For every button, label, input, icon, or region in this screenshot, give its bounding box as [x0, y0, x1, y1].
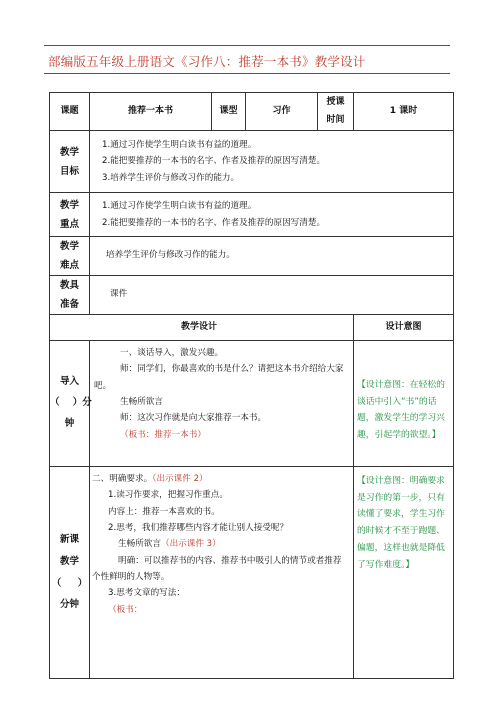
difficulties-row [50, 237, 454, 276]
section1-label-b: （ ）分 [50, 397, 92, 409]
section2-intent: 【设计意图：明确要求是习作的第一步，只有读懂了要求，学生习作的时候才不至于跑题、偏题，这样也就是降低了写作难度。】 [354, 467, 454, 679]
courseware-note: （出示课件 3） [160, 539, 221, 550]
subject-value: 推荐一本书 [90, 93, 212, 131]
section1-line: 师：这次习作就是向大家推荐一本书。 [120, 413, 267, 424]
intent-header: 设计意图 [354, 315, 454, 341]
tools-text: 课件 [90, 276, 454, 315]
section2-label-d: 分钟 [59, 599, 79, 611]
goals-list [90, 131, 454, 193]
type-value: 习作 [246, 93, 318, 131]
section2-line: 1.读习作要求，把握习作重点。 [108, 490, 228, 501]
section2-label-b: 教学 [59, 555, 79, 567]
title-rule [44, 73, 450, 74]
key-points-label: 教学 重点 [50, 193, 90, 237]
section2-line: 3.思考文章的写法： [108, 588, 185, 599]
header-row [50, 93, 454, 131]
courseware-note: （出示课件 2） [152, 474, 208, 484]
section2-label [50, 467, 90, 679]
section2-row [50, 467, 454, 679]
section2-line: 2.思考，我们推荐哪些内容才能让别人接受呢？ [108, 522, 289, 533]
section1-intent: 【设计意图：在轻松的谈话中引入“书”的话题，激发学生的学习兴趣，引起学的欲望。】 [354, 341, 454, 467]
time-value: 1 课时 [354, 93, 454, 131]
document-title: 部编版五年级上册语文《习作八：推荐一本书》教学设计 [48, 54, 366, 69]
goal-item: 3.培养学生评价与修改习作的能力。 [102, 172, 240, 183]
section1-label-c: 钟 [64, 417, 75, 429]
section2-line: 二、明确要求。（出示课件 2） [92, 474, 208, 484]
section2-label-c: （ ） [51, 577, 88, 589]
section2-line: 生畅所欲言（出示课件 3） [118, 539, 221, 550]
tools-label: 教具 准备 [50, 276, 90, 315]
key-point-item: 1.通过习作使学生明白读书有益的道理。 [102, 201, 257, 212]
type-key: 课型 [212, 93, 246, 131]
section1-board-note: （板书：推荐一本书） [120, 429, 206, 440]
key-points-row [50, 193, 454, 237]
lesson-plan-table [49, 92, 453, 702]
subject-key: 课题 [50, 93, 90, 131]
top-rule [44, 45, 450, 46]
design-header [50, 315, 354, 341]
section1-line: 一、谈话导入，激发兴趣。 [120, 348, 224, 358]
time-key: 授课 时间 [318, 93, 354, 131]
design-header-label: 教学设计 [180, 321, 217, 332]
section2-line: 内容上：推荐一本喜欢的书。 [108, 506, 220, 517]
section1-row [50, 341, 454, 467]
section1-line: 师：同学们，你最喜欢的书是什么？请把这本书介绍给大家吧。 [94, 364, 344, 391]
section1-line: 生畅所欲言 [120, 396, 163, 407]
section1-content [90, 341, 354, 467]
section2-line: 明确：可以推荐书的内容、推荐书中吸引人的情节或者推荐个性鲜明的人物等。 [92, 555, 342, 582]
design-header-row [50, 315, 454, 341]
section1-label [50, 341, 90, 467]
difficulties-label: 教学 难点 [50, 237, 90, 276]
goal-item: 2.能把要推荐的一本书的名字、作者及推荐的原因写清楚。 [102, 156, 326, 167]
key-points-list [90, 193, 454, 237]
section1-label-a: 导入 [59, 376, 79, 388]
section2-board-note: （板书： [108, 604, 143, 615]
goals-row [50, 131, 454, 193]
section2-label-a: 新课 [59, 533, 79, 545]
section2-content [90, 467, 354, 679]
key-point-item: 2.能把要推荐的一本书的名字、作者及推荐的原因写清楚。 [102, 217, 326, 228]
tools-row [50, 276, 454, 315]
goal-item: 1.通过习作使学生明白读书有益的道理。 [102, 140, 257, 150]
difficulties-text: 培养学生评价与修改习作的能力。 [90, 237, 454, 276]
goals-label: 教学 目标 [50, 131, 90, 193]
